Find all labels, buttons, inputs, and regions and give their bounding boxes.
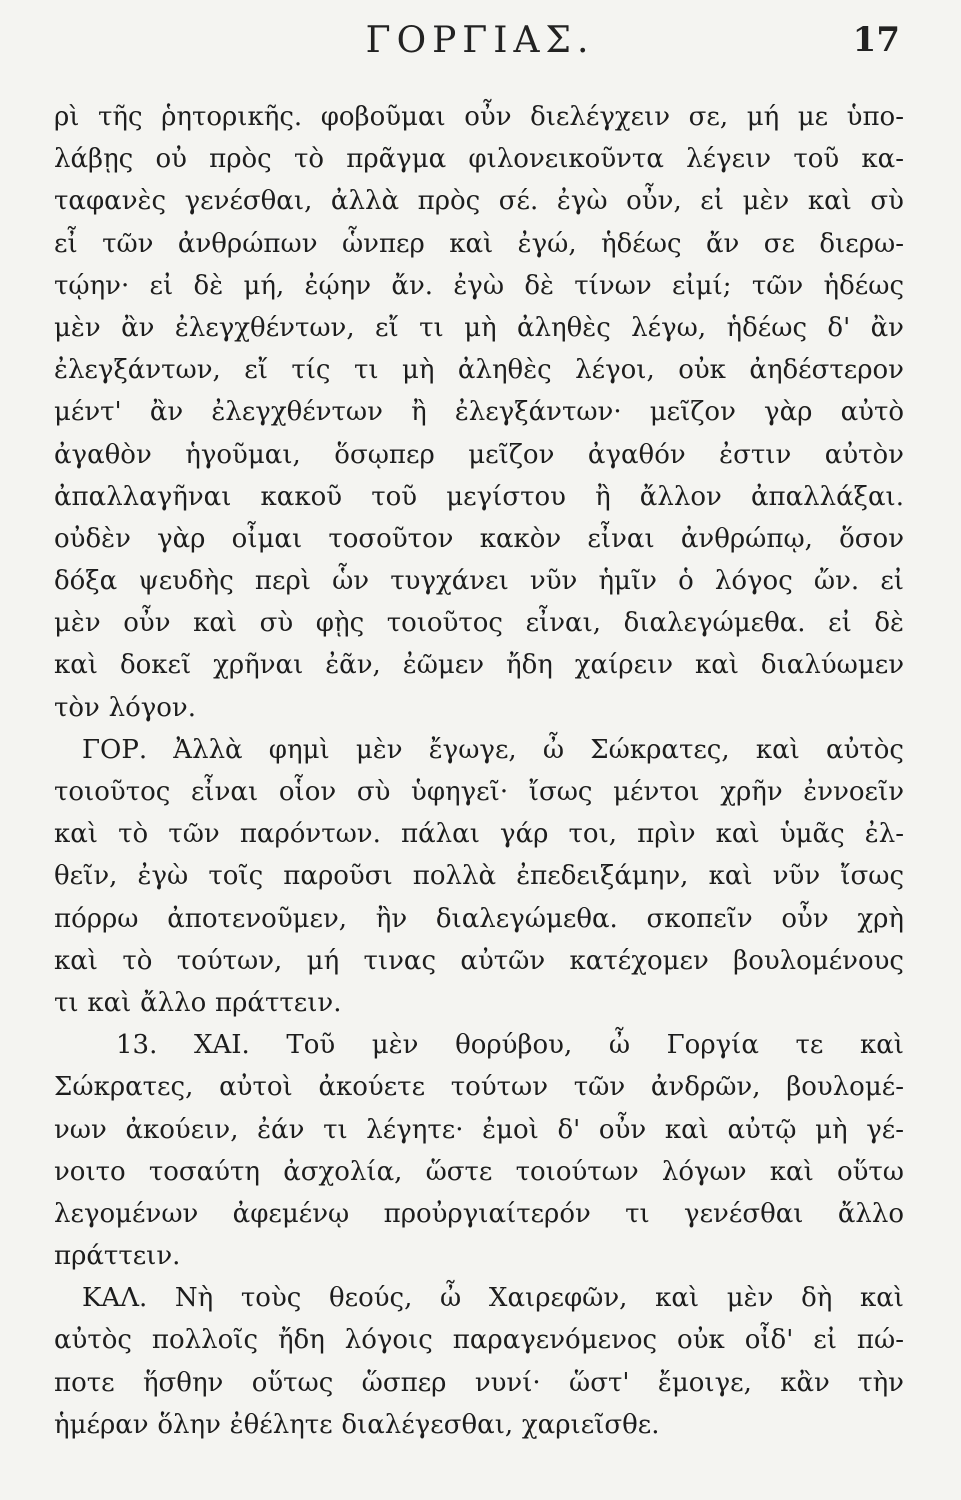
text-line: νοιτο τοσαύτη ἀσχολία, ὥστε τοιούτων λόγων καὶ οὕτω [54,1156,904,1187]
text-line: λεγομένων ἀφεμένῳ προὐργιαίτερόν τι γενέσθαι ἄλλο [54,1198,904,1229]
text-line: ἐλεγξάντων, εἴ τίς τι μὴ ἀληθὲς λέγοι, οὐκ ἀηδέστερον [54,355,904,386]
text-line: ἀγαθὸν ἡγοῦμαι, ὅσῳπερ μεῖζον ἀγαθόν ἐστιν αὐτὸν [54,439,904,470]
text-line: λάβῃς οὐ πρὸς τὸ πρᾶγμα φιλονεικοῦντα λέγειν τοῦ κα- [54,144,904,175]
text-line: πόρρω ἀποτενοῦμεν, ἢν διαλεγώμεθα. σκοπεῖν οὖν χρὴ [54,903,904,934]
text-line: τῴην· εἰ δὲ μή, ἐῴην ἄν. ἐγὼ δὲ τίνων εἰμί; τῶν ἡδέως [54,270,904,301]
paragraph-end-line: πράττειν. [54,1241,181,1272]
running-title: ΓΟΡΓΙΑΣ. [365,20,595,61]
body-text [54,96,904,1446]
running-head [60,20,900,70]
speaker-line-kallikles: ΚΑΛ. Νὴ τοὺς θεούς, ὦ Χαιρεφῶν, καὶ μὲν δὴ καὶ [82,1283,904,1314]
paragraph-end-line: τὸν λόγον. [54,692,197,723]
text-line: ρὶ τῆς ῥητορικῆς. φοβοῦμαι οὖν διελέγχειν σε, μή με ὑπο- [54,102,904,132]
text-line: ἀπαλλαγῆναι κακοῦ τοῦ μεγίστου ἢ ἄλλον ἀπαλλάξαι. [54,481,904,512]
text-line: ποτε ἥσθην οὕτως ὥσπερ νυνί· ὥστ' ἔμοιγε, κἂν τὴν [54,1367,904,1398]
text-line: μὲν οὖν καὶ σὺ φῂς τοιοῦτος εἶναι, διαλεγώμεθα. εἰ δὲ [54,608,904,639]
text-line: θεῖν, ἐγὼ τοῖς παροῦσι πολλὰ ἐπεδειξάμην, καὶ νῦν ἴσως [54,861,904,892]
paragraph-end-line: ἡμέραν ὅλην ἐθέλητε διαλέγεσθαι, χαριεῖσθε. [54,1409,660,1440]
text-line: Σώκρατες, αὐτοὶ ἀκούετε τούτων τῶν ἀνδρῶν, βουλομέ- [54,1072,904,1103]
section-13-line: 13. ΧΑΙ. Τοῦ μὲν θορύβου, ὦ Γοργία τε καὶ [116,1030,904,1061]
text-line: αὐτὸς πολλοῖς ἤδη λόγοις παραγενόμενος οὐκ οἶδ' εἰ πώ- [54,1325,904,1356]
text-line: καὶ τὸ τῶν παρόντων. πάλαι γάρ τοι, πρὶν καὶ ὑμᾶς ἐλ- [54,819,904,850]
text-line: μέντ' ἂν ἐλεγχθέντων ἢ ἐλεγξάντων· μεῖζον γὰρ αὐτὸ [54,397,904,428]
text-line: οὐδὲν γὰρ οἶμαι τοσοῦτον κακὸν εἶναι ἀνθρώπῳ, ὅσον [54,523,904,554]
text-line: νων ἀκούειν, ἐάν τι λέγητε· ἐμοὶ δ' οὖν καὶ αὐτῷ μὴ γέ- [54,1114,904,1145]
text-line: καὶ δοκεῖ χρῆναι ἐᾶν, ἐῶμεν ἤδη χαίρειν καὶ διαλύωμεν [54,650,904,681]
text-line: τοιοῦτος εἶναι οἷον σὺ ὑφηγεῖ· ἴσως μέντοι χρῆν ἐννοεῖν [54,777,904,807]
text-line: μὲν ἂν ἐλεγχθέντων, εἴ τι μὴ ἀληθὲς λέγω, ἡδέως δ' ἂν [54,312,904,343]
text-line: καὶ τὸ τούτων, μή τινας αὐτῶν κατέχομεν βουλομένους [54,945,904,976]
page-number: 17 [852,20,900,60]
text-line: εἶ τῶν ἀνθρώπων ὧνπερ καὶ ἐγώ, ἡδέως ἄν σε διερω- [54,228,904,259]
text-line: δόξα ψευδὴς περὶ ὧν τυγχάνει νῦν ἡμῖν ὁ λόγος ὤν. εἰ [54,566,904,597]
paragraph-end-line: τι καὶ ἄλλο πράττειν. [54,987,342,1018]
text-line: ταφανὲς γενέσθαι, ἀλλὰ πρὸς σέ. ἐγὼ οὖν, εἰ μὲν καὶ σὺ [54,186,904,217]
speaker-line-gorgias: ΓΟΡ. Ἀλλὰ φημὶ μὲν ἔγωγε, ὦ Σώκρατες, καὶ αὐτὸς [82,734,904,765]
